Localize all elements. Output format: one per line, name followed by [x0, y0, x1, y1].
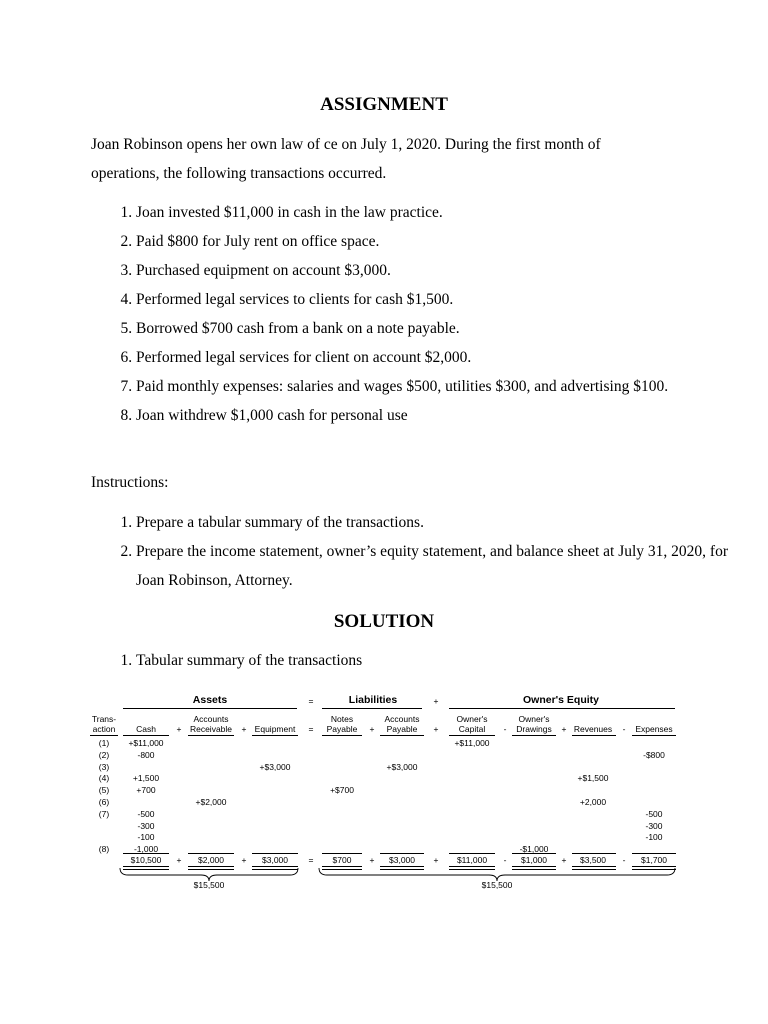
transaction-item: 2. Paid $800 for July rent on office space.: [136, 227, 736, 256]
col-header-revenues: Revenues: [573, 724, 613, 734]
col-operator: =: [308, 724, 314, 734]
cell-tx: (3): [98, 761, 110, 772]
cell-np: +$700: [330, 785, 354, 796]
transaction-item: 8. Joan withdrew $1,000 cash for personal use: [136, 401, 736, 430]
cell-cash: -800: [137, 749, 155, 760]
col-operator: +: [241, 724, 247, 734]
total-operator: -: [622, 855, 626, 865]
equals-sign: =: [308, 696, 314, 706]
cell-cash: -300: [137, 820, 155, 831]
total-revenues: $3,500: [580, 855, 606, 865]
intro-line-2: operations, the following transactions occurred.: [91, 165, 387, 182]
transaction-item: 4. Performed legal services to clients for cash $1,500.: [136, 285, 736, 314]
col-header-expenses: Expenses: [635, 724, 673, 734]
instruction-item: 2. Prepare the income statement, owner’s equity statement, and balance sheet at July 31, 2020, for Joan Robinson, Attorney.: [136, 537, 736, 595]
total-owners-capital: $11,000: [456, 855, 488, 865]
plus-sign: +: [433, 696, 439, 706]
liabilities-equity-total: $15,500: [481, 880, 513, 890]
cell-tx: (2): [98, 749, 110, 760]
assets-header: Assets: [192, 694, 228, 706]
liabilities-header: Liabilities: [348, 694, 398, 706]
cell-tx: (1): [98, 738, 110, 748]
cell-cash: -500: [137, 808, 155, 819]
cell-cash: -100: [137, 832, 155, 843]
cell-expenses: -500: [645, 808, 663, 819]
col-header-transaction: Trans- action: [91, 714, 117, 734]
cell-tx: (4): [98, 773, 110, 784]
col-operator: -: [503, 724, 507, 734]
cell-drawings: -$1,000: [519, 844, 549, 855]
col-header-owners-capital: Owner's Capital: [456, 714, 488, 734]
cell-cash: -1,000: [133, 844, 159, 855]
cell-expenses: -$800: [643, 749, 665, 760]
cell-capital: +$11,000: [454, 738, 490, 748]
col-operator: +: [176, 724, 182, 734]
cell-revenues: +$1,500: [577, 773, 609, 784]
intro-line-1: Joan Robinson opens her own law of ce on July 1, 2020. During the first month of: [91, 136, 601, 153]
cell-expenses: -100: [645, 832, 663, 843]
total-operator: +: [241, 855, 247, 865]
solution-title: SOLUTION: [333, 611, 435, 632]
assignment-title: ASSIGNMENT: [320, 94, 448, 115]
cell-ar: +$2,000: [195, 797, 227, 807]
solution-item: 1. Tabular summary of the transactions: [136, 646, 736, 675]
total-operator: +: [433, 855, 439, 865]
cell-cash: +$11,000: [128, 738, 164, 748]
total-owners-drawings: $1,000: [521, 855, 547, 865]
cell-tx: (8): [98, 844, 110, 855]
transaction-item: 1. Joan invested $11,000 in cash in the law practice.: [136, 198, 736, 227]
total-operator: +: [561, 855, 567, 865]
cell-tx: (7): [98, 808, 110, 819]
col-header-owners-drawings: Owner's Drawings: [516, 714, 552, 734]
transaction-item: 6. Performed legal services for client on account $2,000.: [136, 343, 736, 372]
total-expenses: $1,700: [641, 855, 667, 865]
total-operator: -: [503, 855, 507, 865]
col-header-equipment: Equipment: [254, 724, 296, 734]
total-operator: +: [369, 855, 375, 865]
total-accounts-receivable: $2,000: [198, 855, 224, 865]
total-accounts-payable: $3,000: [389, 855, 415, 865]
col-header-accounts-payable: Accounts Payable: [384, 714, 420, 734]
owners-equity-header: Owner's Equity: [522, 694, 600, 706]
col-operator: -: [622, 724, 626, 734]
transaction-item: 5. Borrowed $700 cash from a bank on a note payable.: [136, 314, 736, 343]
instruction-item: 1. Prepare a tabular summary of the transactions.: [136, 508, 736, 537]
col-operator: +: [433, 724, 439, 734]
cell-revenues: +2,000: [579, 797, 607, 807]
total-operator: =: [308, 855, 314, 865]
transaction-item: 7. Paid monthly expenses: salaries and wages $500, utilities $300, and advertising $100.: [136, 372, 736, 401]
total-operator: +: [176, 855, 182, 865]
total-notes-payable: $700: [332, 855, 352, 865]
transaction-item: 3. Purchased equipment on account $3,000.: [136, 256, 736, 285]
col-header-notes-payable: Notes Payable: [326, 714, 358, 734]
cell-ap: +$3,000: [386, 761, 418, 772]
col-operator: +: [369, 724, 375, 734]
col-header-cash: Cash: [136, 724, 156, 734]
total-cash: $10,500: [130, 855, 162, 865]
instructions-label: Instructions:: [91, 474, 169, 491]
cell-cash: +700: [136, 785, 156, 796]
cell-expenses: -300: [645, 820, 663, 831]
cell-tx: (5): [98, 785, 110, 796]
cell-cash: +1,500: [132, 773, 160, 784]
cell-equipment: +$3,000: [259, 761, 291, 772]
col-operator: +: [561, 724, 567, 734]
col-header-accounts-receivable: Accounts Receivable: [189, 714, 233, 734]
assets-total: $15,500: [193, 880, 225, 890]
cell-tx: (6): [98, 797, 110, 807]
total-equipment: $3,000: [262, 855, 288, 865]
